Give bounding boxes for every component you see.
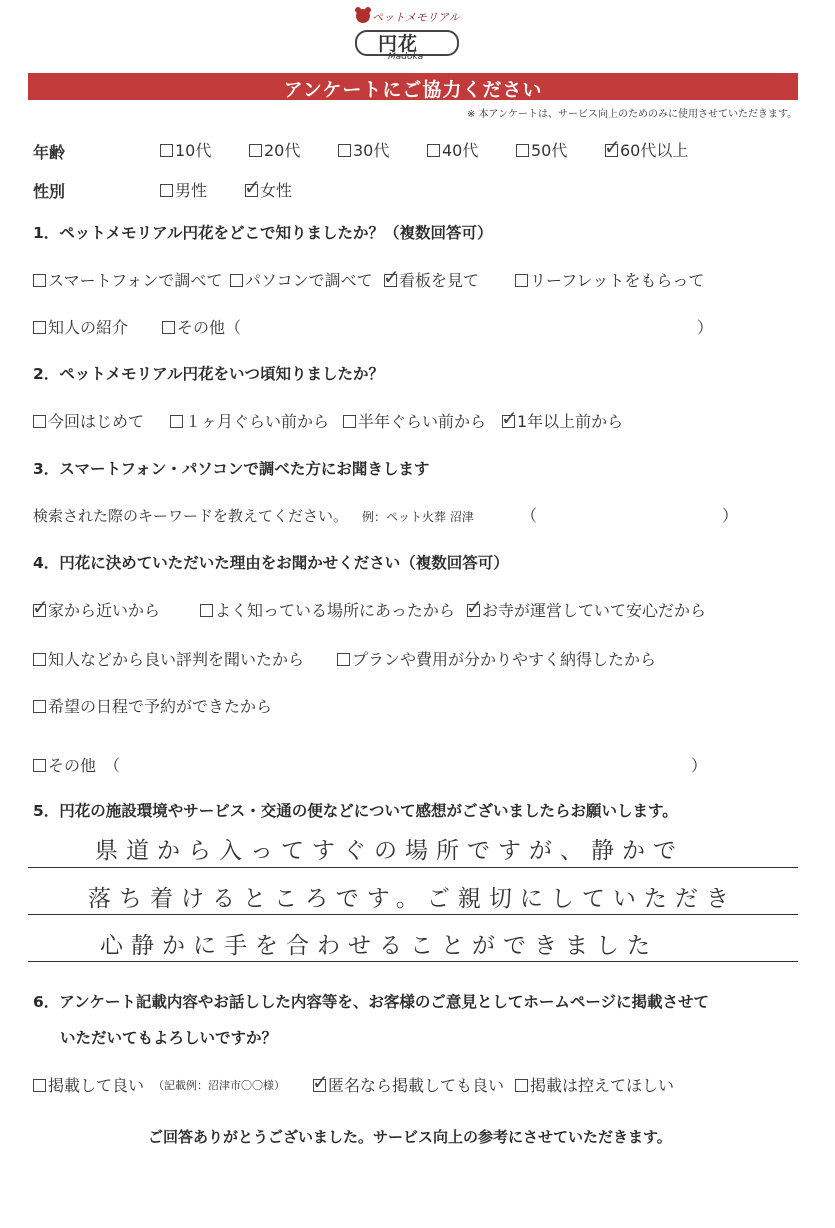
question-5: 5．円花の施設環境やサービス・交通の便などについて感想がございましたらお願いします。 (33, 802, 678, 820)
age-option-20s[interactable]: 20代 (249, 138, 300, 161)
question-2: 2．ペットメモリアル円花をいつ頃知りましたか？ (33, 365, 385, 383)
q6-option-anonymous-ok[interactable]: ✓ 匿名なら掲載しても良い (312, 1070, 505, 1095)
checkbox[interactable] (230, 274, 243, 287)
checkbox[interactable] (427, 144, 440, 157)
checkbox[interactable] (515, 1079, 528, 1092)
check-mark-icon: ✓ (244, 175, 261, 199)
checkbox[interactable] (162, 321, 175, 334)
q4-option-familiar-place[interactable]: よく知っている場所にあったから (200, 598, 455, 621)
logo-name: 円花 (378, 33, 419, 55)
q6-option-publish-ok[interactable]: 掲載して良い (33, 1073, 144, 1096)
checkbox-checked[interactable] (604, 135, 621, 159)
check-mark-icon: ✓ (466, 595, 483, 619)
gender-option-male[interactable]: 男性 (160, 178, 207, 201)
thank-you-message: ご回答ありがとうございました。サービス向上の参考にさせていただきます。 (148, 1128, 672, 1146)
checkbox[interactable] (343, 415, 356, 428)
age-option-40s[interactable]: 40代 (427, 138, 478, 161)
check-mark-icon: ✓ (312, 1070, 329, 1094)
checkbox-checked[interactable] (466, 595, 483, 619)
check-mark-icon: ✓ (604, 135, 621, 159)
checkbox[interactable] (33, 653, 46, 666)
q6-option-do-not-publish[interactable]: 掲載は控えてほしい (515, 1073, 674, 1096)
answer-rule-2 (28, 914, 798, 915)
usage-note: ※ 本アンケートは、サービス向上のためのみに使用させていただきます。 (467, 109, 798, 120)
checkbox-checked[interactable] (32, 595, 49, 619)
age-option-50s[interactable]: 50代 (516, 138, 567, 161)
age-option-60s-plus[interactable]: ✓ 60代以上 (604, 135, 689, 160)
q2-option-half-year[interactable]: 半年ぐらい前から (343, 409, 486, 432)
checkbox[interactable] (338, 144, 351, 157)
q2-option-one-month[interactable]: １ヶ月ぐらい前から (170, 409, 329, 432)
checkbox-checked[interactable] (312, 1070, 329, 1094)
q5-answer-line-3[interactable]: 心静かに手を合わせることができました (100, 933, 658, 959)
checkbox[interactable] (160, 184, 173, 197)
q4-option-other[interactable]: その他 （ (33, 753, 120, 776)
q3-prompt: 検索された際のキーワードを教えてください。 (33, 507, 349, 525)
check-mark-icon: ✓ (383, 265, 400, 289)
checkbox[interactable] (33, 274, 46, 287)
question-3: 3．スマートフォン・パソコンで調べた方にお聞きします (33, 460, 430, 478)
pet-logo-icon (352, 6, 374, 24)
q3-input-open[interactable]: （ (521, 506, 538, 525)
q3-example: 例：ペット火葬 沼津 (362, 510, 474, 524)
answer-rule-1 (28, 867, 798, 868)
logo-tagline: ペットメモリアル (372, 11, 460, 24)
q2-option-over-one-year[interactable]: ✓ 1年以上前から (501, 406, 624, 431)
q4-option-clear-pricing[interactable]: プランや費用が分かりやすく納得したから (337, 647, 656, 670)
question-6-line-2: いただいてもよろしいですか？ (60, 1029, 278, 1047)
question-6-line-1: 6．アンケート記載内容やお話しした内容等を、お客様のご意見としてホームページに掲載させて (33, 993, 710, 1011)
q1-option-referral[interactable]: 知人の紹介 (33, 315, 128, 338)
q1-option-signboard[interactable]: ✓ 看板を見て (383, 265, 480, 290)
checkbox[interactable] (33, 415, 46, 428)
q4-option-schedule[interactable]: 希望の日程で予約ができたから (33, 694, 272, 717)
checkbox[interactable] (200, 604, 213, 617)
q3-input-close: ） (722, 506, 739, 525)
checkbox[interactable] (33, 700, 46, 713)
checkbox[interactable] (337, 653, 350, 666)
checkbox-checked[interactable] (501, 406, 518, 430)
q4-other-close: ） (691, 756, 708, 775)
age-option-10s[interactable]: 10代 (160, 138, 211, 161)
checkbox[interactable] (249, 144, 262, 157)
q1-option-smartphone[interactable]: スマートフォンで調べて (33, 268, 222, 291)
q2-option-first-time[interactable]: 今回はじめて (33, 409, 144, 432)
q1-option-other[interactable]: その他（ (162, 315, 241, 338)
checkbox[interactable] (33, 1079, 46, 1092)
answer-rule-3 (28, 961, 798, 962)
q4-option-temple-operated[interactable]: ✓ お寺が運営していて安心だから (466, 595, 707, 620)
checkbox[interactable] (516, 144, 529, 157)
question-4: 4．円花に決めていただいた理由をお聞かせください（複数回答可） (33, 554, 509, 572)
logo-subtext: Madoka (388, 52, 424, 62)
q6-publish-example: （記載例：沼津市〇〇様） (153, 1079, 285, 1092)
checkbox[interactable] (515, 274, 528, 287)
checkbox[interactable] (33, 759, 46, 772)
checkbox-checked[interactable] (244, 175, 261, 199)
q5-answer-line-1[interactable]: 県道から入ってすぐの場所ですが、静かで (95, 838, 684, 864)
page-title: アンケートにご協力ください (283, 79, 543, 101)
checkbox-checked[interactable] (383, 265, 400, 289)
q1-other-close: ） (697, 318, 714, 337)
gender-option-female[interactable]: ✓ 女性 (244, 175, 293, 200)
checkbox[interactable] (160, 144, 173, 157)
age-label: 年齢 (33, 143, 66, 162)
checkbox[interactable] (33, 321, 46, 334)
check-mark-icon: ✓ (501, 406, 518, 430)
q1-option-pc[interactable]: パソコンで調べて (230, 268, 373, 291)
age-option-30s[interactable]: 30代 (338, 138, 389, 161)
q5-answer-line-2[interactable]: 落ち着けるところです。ご親切にしていただき (88, 886, 737, 912)
q4-option-good-reputation[interactable]: 知人などから良い評判を聞いたから (33, 647, 304, 670)
check-mark-icon: ✓ (32, 595, 49, 619)
question-1: 1．ペットメモリアル円花をどこで知りましたか？（複数回答可） (33, 224, 493, 242)
q1-option-leaflet[interactable]: リーフレットをもらって (515, 268, 704, 291)
q4-option-close-to-home[interactable]: ✓ 家から近いから (32, 595, 161, 620)
checkbox[interactable] (170, 415, 183, 428)
gender-label: 性別 (33, 182, 66, 201)
